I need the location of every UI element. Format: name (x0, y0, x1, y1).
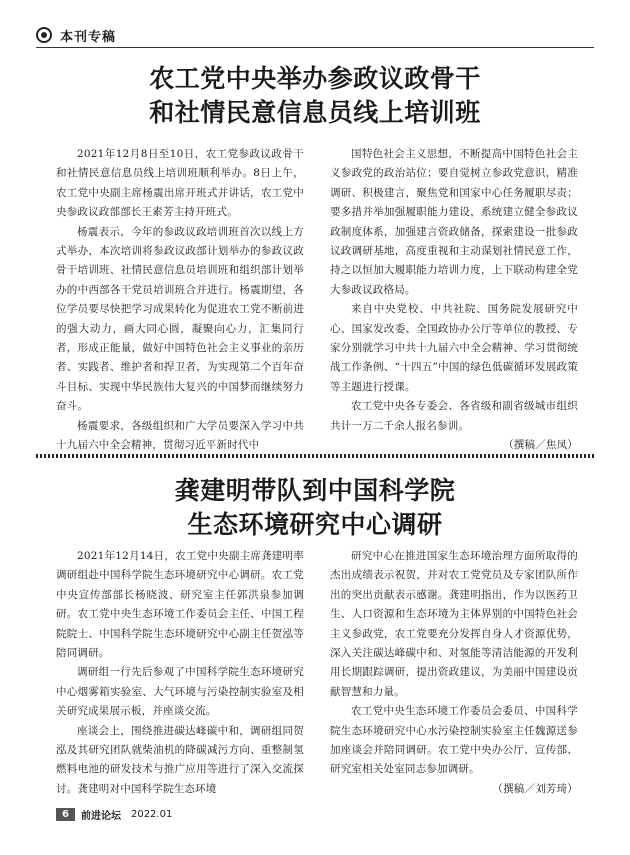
article1-paragraph: 2021年12月8日至10日，农工党参政议政骨干和社情民意信息员线上培训班顺利举办。8日上午，农工党中央副主席杨震出席开班式并讲话，农工党中央参政议政部部长王素芳主持开班式。 (56, 148, 304, 219)
article2-title (36, 474, 594, 542)
article1-left-column (56, 145, 304, 456)
article1-paragraph: 农工党中央各专委会、各省级和副省级城市组织共计一万二千余人报名参训。 (330, 400, 578, 432)
article1-paragraph: 国特色社会主义思想，不断提高中国特色社会主义参政党的政治站位；要自觉树立参政党意识，精准调研、积极建言，聚焦党和国家中心任务履职尽责；要多措并举加强履职能力建设，系统建立健全参政议政制度体系，加强建言资政储备，探索建设一批参政议政调研基地，高度重视和主动谋划社情民意工作，持之以恒加大履职能力培训力度，上下联动构建全党大参政议政格局。 (330, 148, 578, 296)
article1-paragraph: 杨震表示，今年的参政议政培训班首次以线上方式举办，本次培训将参政议政部计划举办的参政议政骨干培训班、社情民意信息员培训班和组织部计划举办的中西部各干党员培训班合并进行。杨震期望，各位学员要尽快把学习成果转化为促进农工党不断前进的强大动力，画大同心圆，凝聚向心力，汇集同行者，形成正能量，做好中国特色社会主义事业的亲历者、实践者、维护者和捍卫者，为实现第二个百年奋斗目标、实现中华民族伟大复兴的中国梦而继续努力奋斗。 (56, 225, 304, 413)
article1-paragraph: 杨震要求，各级组织和广大学员要深入学习中共十九届六中全会精神，贯彻习近平新时代中 (56, 419, 304, 452)
article2-title-line2: 生态环境研究中心调研 (187, 510, 443, 539)
article1-title-line1: 农工党中央举办参政议政骨干 (149, 64, 481, 93)
issue-number: 2022.01 (130, 808, 173, 820)
section-bullet-icon (36, 27, 52, 43)
article1-right-column (330, 145, 578, 456)
article2-byline: （撰稿／刘芳琦） (492, 782, 578, 795)
page-number: 6 (56, 808, 75, 821)
article2-paragraph: 调研组一行先后参观了中国科学院生态环境研究中心烟雾箱实验室、大气环境与污染控制实验室及相关研究成果展示板，并座谈交流。 (56, 666, 304, 718)
article2-left-column (56, 547, 304, 799)
article1-paragraph: 来自中央党校、中共社院、国务院发展研究中心、国家发改委、全国政协办公厅等单位的教授、专家分别就学习中共十九届六中全会精神、学习贯彻统战工作条例、“十四五”中国的绿色低碳循环发展政策等主题进行授课。 (330, 303, 578, 393)
article2-paragraph: 农工党中央生态环境工作委员会委员、中国科学院生态环境研究中心水污染控制实验室主任魏源送参加座谈会并陪同调研。农工党中央办公厅、宣传部、研究室相关处室同志参加调研。 (330, 705, 578, 776)
page-footer (56, 806, 172, 822)
article2-paragraph: 研究中心在推进国家生态环境治理方面所取得的杰出成绩表示祝贺，并对农工党党员及专家团队所作出的突出贡献表示感谢。龚建明指出，作为以医药卫生、人口资源和生态环境为主体界别的中国特色社会主义参政党，农工党要充分发挥自身人才资源优势，深入关注碳达峰碳中和、对氢能等清洁能源的开发利用长期跟踪调研，提出资政建议，为美丽中国建设贡献智慧和力量。 (330, 550, 578, 698)
article1-title (36, 62, 594, 130)
section-label: 本刊专稿 (60, 29, 117, 45)
article-divider (36, 454, 594, 458)
article2-paragraph: 座谈会上，围绕推进碳达峰碳中和，调研组同贺泓及其研究团队就柴油机的降碳减污方向、重整制氢燃料电池的研发技术与推广应用等进行了深入交流探讨。龚建明对中国科学院生态环境 (56, 724, 304, 795)
magazine-name: 前进论坛 (80, 810, 121, 822)
section-header (36, 24, 116, 46)
header-divider (36, 47, 594, 48)
article1-byline: （撰稿／焦凤） (503, 439, 578, 452)
article2-title-line1: 龚建明带队到中国科学院 (174, 476, 456, 505)
article2-paragraph: 2021年12月14日，农工党中央副主席龚建明率调研组赴中国科学院生态环境研究中心调研。农工党中央宣传部部长杨晓波、研究室主任郭洪泉参加调研。农工党中央生态环境工作委员会主任、中国工程院院士、中国科学院生态环境研究中心副主任贺泓等陪同调研。 (56, 550, 304, 660)
article2-right-column (330, 547, 578, 799)
article1-title-line2: 和社情民意信息员线上培训班 (149, 98, 481, 127)
